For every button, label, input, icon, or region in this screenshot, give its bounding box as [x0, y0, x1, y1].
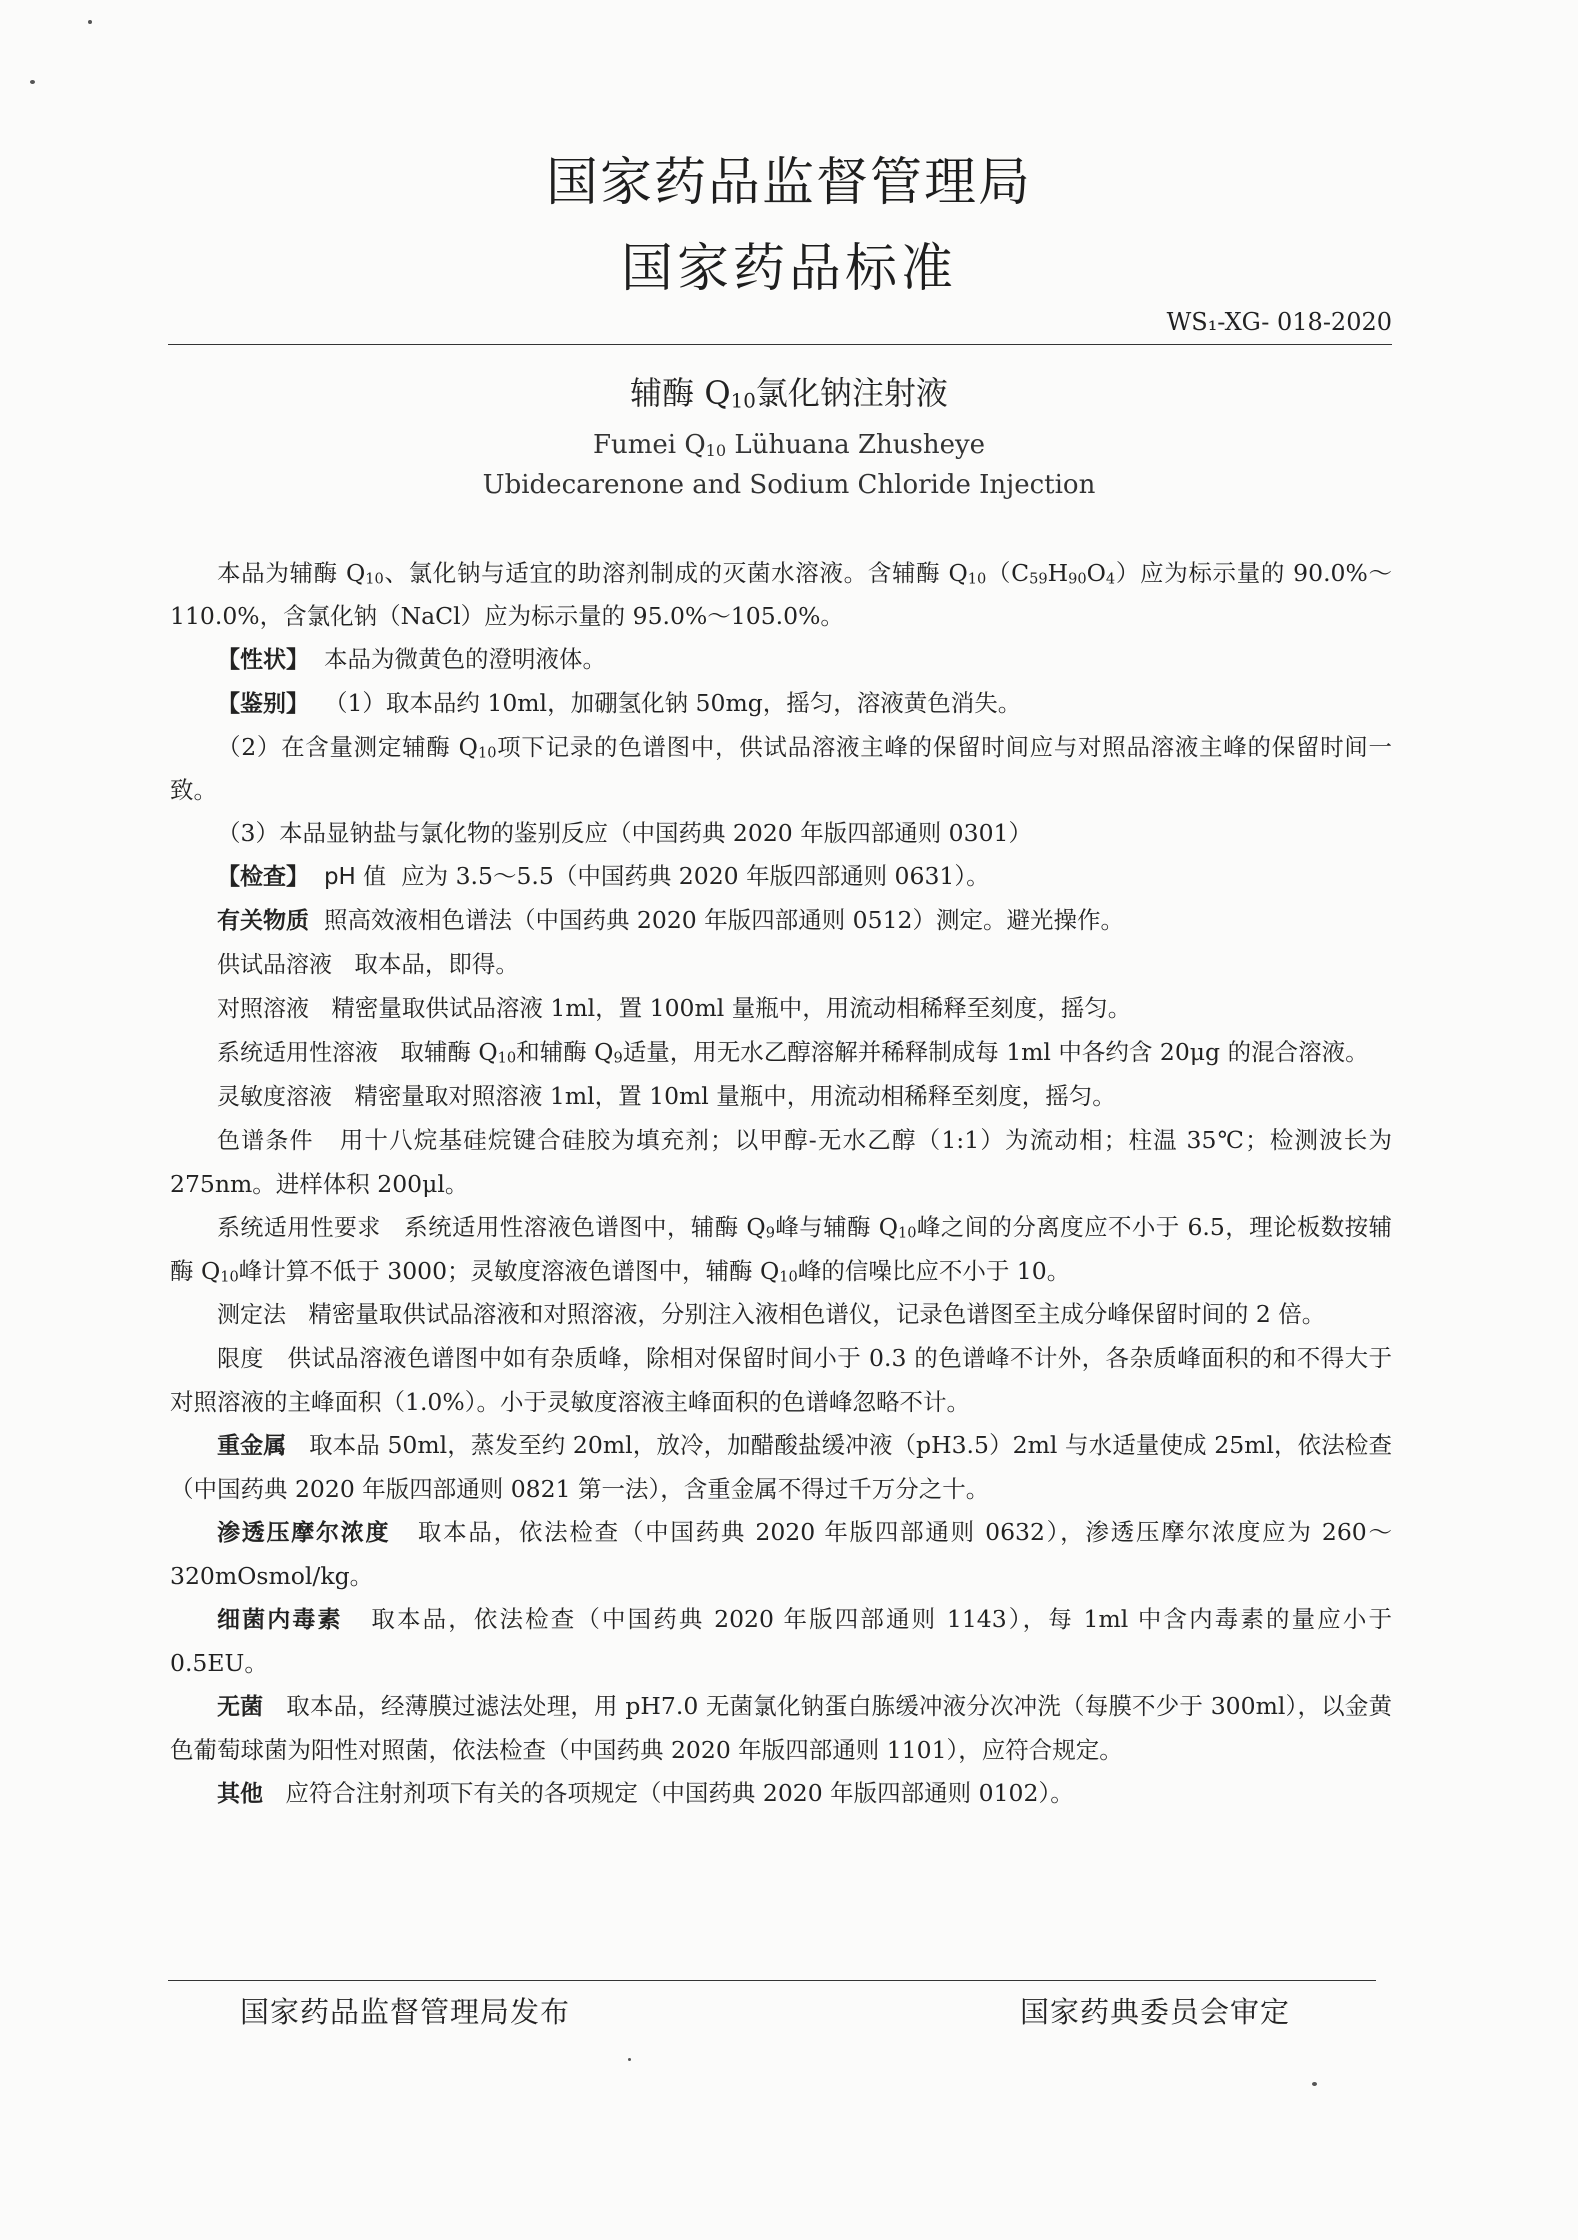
standard-title: 国家药品标准: [620, 239, 957, 299]
identification-item-2: （2）在含量测定辅酶 $Q_{10}$项下记录的色谱图中，供试品溶液主峰的保留时间应与对照品溶液主峰的保留时间一致。: [170, 733, 1393, 804]
reference-solution: 对照溶液 精密量取供试品溶液 1ml，置 100ml 量瓶中，用流动相稀释至刻度，摇匀。: [217, 994, 1132, 1022]
identification-heading: 【鉴别】: [217, 691, 309, 717]
description-heading: 【性状】: [217, 647, 309, 673]
identification-section: 【鉴别】 （1）取本品约 10ml，加硼氢化钠 50mg，摇匀，溶液黄色消失。: [217, 689, 1022, 717]
system-suitability-solution: 系统适用性溶液 取辅酶 $Q_{10}$和辅酶 $Q_9$适量，用无水乙醇溶解并稀释制成每 1ml 中各约含 20μg 的混合溶液。: [217, 1038, 1369, 1067]
scan-speck: [88, 20, 92, 24]
drug-name-pinyin: Fumei $Q_{10}$ Lühuana Zhusheye: [592, 430, 986, 460]
related-substances: 有关物质 照高效液相色谱法（中国药典 2020 年版四部通则 0512）测定。避光操作。: [217, 906, 1124, 934]
intro-paragraph: 本品为辅酶 $Q_{10}$、氯化钠与适宜的助溶剂制成的灭菌水溶液。含辅酶 $Q_{10}(C_{59}H_{90}O_4)$应为标示量的 90.0%～110.0%，含氯化钠（NaCl）应为标示量的 95.0%～105.0%。: [170, 559, 1392, 630]
system-suitability-requirements: 系统适用性要求 系统适用性溶液色谱图中，辅酶 $Q_9$峰与辅酶 $Q_{10}$峰之间的分离度应不小于 6.5，理论板数按辅酶 $Q_{10}$峰计算不低于 3000；灵敏度溶液色谱图中，辅酶 $Q_{10}$峰的信噪比应不小于 10。: [170, 1213, 1392, 1286]
scan-speck: [628, 2058, 631, 2061]
drug-name-chinese: 辅酶 $Q_{10}$氯化钠注射液: [630, 374, 948, 413]
drug-name-english: Ubidecarenone and Sodium Chloride Injection: [482, 470, 1096, 500]
tests-heading: 【检查】: [217, 864, 309, 890]
heavy-metals: 重金属 取本品 50ml，蒸发至约 20ml，放冷，加醋酸盐缓冲液（pH3.5）2ml 与水适量使成 25ml，依法检查（中国药典 2020 年版四部通则 0821 第一法），含重金属不得过千万分之十。: [170, 1431, 1392, 1503]
sensitivity-solution: 灵敏度溶液 精密量取对照溶液 1ml，置 10ml 量瓶中，用流动相稀释至刻度，摇匀。: [217, 1082, 1116, 1110]
description-section: 【性状】 本品为微黄色的澄明液体。: [217, 645, 606, 673]
publisher-label: 国家药品监督管理局发布: [240, 1995, 571, 2029]
other-requirements: 其他 应符合注射剂项下有关的各项规定（中国药典 2020 年版四部通则 0102）。: [217, 1779, 1074, 1807]
identification-item-3: （3）本品显钠盐与氯化物的鉴别反应（中国药典 2020 年版四部通则 0301）: [217, 819, 1032, 847]
monograph-body: [170, 552, 1392, 1816]
sterility: 无菌 取本品，经薄膜过滤法处理，用 pH7.0 无菌氯化钠蛋白胨缓冲液分次冲洗（每膜不少于 300ml），以金黄色葡萄球菌为阳性对照菌，依法检查（中国药典 2020 年版四部通则 1101），应符合规定。: [170, 1692, 1392, 1764]
assay-procedure: 测定法 精密量取供试品溶液和对照溶液，分别注入液相色谱仪，记录色谱图至主成分峰保留时间的 2 倍。: [217, 1300, 1326, 1328]
bacterial-endotoxins: 细菌内毒素 取本品，依法检查（中国药典 2020 年版四部通则 1143），每 1ml 中含内毒素的量应小于 0.5EU。: [170, 1605, 1392, 1677]
standard-code: WS₁-XG- 018-2020: [1166, 308, 1392, 336]
header-divider: [168, 344, 1392, 345]
chromatographic-conditions: 色谱条件 用十八烷基硅烷键合硅胶为填充剂；以甲醇-无水乙醇（1:1）为流动相；柱温 35℃；检测波长为 275nm。进样体积 200μl。: [170, 1126, 1393, 1198]
agency-title: 国家药品监督管理局: [545, 153, 1032, 213]
scan-speck: [30, 80, 35, 84]
reviewer-label: 国家药典委员会审定: [1020, 1995, 1291, 2029]
osmolality: 渗透压摩尔浓度 取本品，依法检查（中国药典 2020 年版四部通则 0632），渗透压摩尔浓度应为 260～320mOsmol/kg。: [170, 1518, 1392, 1590]
test-solution: 供试品溶液 取本品，即得。: [217, 950, 519, 978]
tests-section: 【检查】 pH 值 应为 3.5～5.5（中国药典 2020 年版四部通则 0631）。: [217, 862, 990, 890]
limits: 限度 供试品溶液色谱图中如有杂质峰，除相对保留时间小于 0.3 的色谱峰不计外，各杂质峰面积的和不得大于对照溶液的主峰面积（1.0%）。小于灵敏度溶液主峰面积的色谱峰忽略不计。: [170, 1344, 1393, 1416]
scan-speck: [1312, 2082, 1317, 2086]
footer-divider: [168, 1980, 1376, 1981]
